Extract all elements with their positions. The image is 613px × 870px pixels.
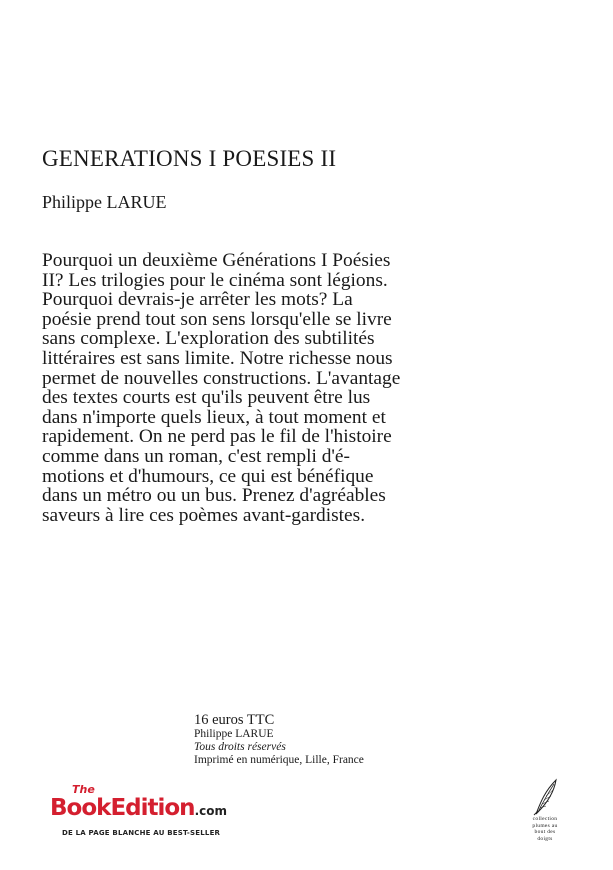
collection-line-2: plumes au xyxy=(532,822,558,829)
book-blurb: Pourquoi un deuxième Générations I Poésies II? Les trilogies pour le cinéma sont légions. Pourquoi devrais-je arrêter les mots? La poésie prend tout son sens lorsqu'elle se livre sans complexe. L'exploration des subtilités littéraires est sans limite. Notre richesse nous permet de nouvelles constructions. L'avantage des textes courts est qu'ils peuvent être lus dans n'importe quels lieux, à tout moment et rapidement. On ne perd pas le fil de l'histoire comme dans un roman, c'est rempli d'é- motions et d'humours, ce qui est bénéfique dans un métro ou un bus. Prenez d'agréables saveurs à lire ces poèmes avant-gardistes. xyxy=(42,250,401,526)
bookedition-logo xyxy=(50,783,250,843)
book-title: GENERATIONS I POESIES II xyxy=(42,146,337,171)
book-author: Philippe LARUE xyxy=(42,192,167,212)
collection-mark xyxy=(522,778,568,850)
logo-the: The xyxy=(72,783,95,796)
price: 16 euros TTC xyxy=(194,712,275,728)
print-location: Imprimé en numérique, Lille, France xyxy=(194,754,364,766)
logo-com: .com xyxy=(194,804,227,818)
logo-edition: Edition xyxy=(110,795,195,821)
quill-feather-icon xyxy=(530,778,560,816)
collection-line-4: doigts xyxy=(537,835,553,842)
rights-notice: Tous droits réservés xyxy=(194,741,286,753)
imprint-author: Philippe LARUE xyxy=(194,728,274,740)
collection-line-3: bout des xyxy=(534,829,556,835)
logo-wordmark xyxy=(50,795,227,821)
imprint-block xyxy=(194,712,364,767)
logo-tagline: DE LA PAGE BLANCHE AU BEST-SELLER xyxy=(62,829,221,837)
logo-book: Book xyxy=(50,795,111,821)
collection-line-1: collection xyxy=(532,816,558,822)
